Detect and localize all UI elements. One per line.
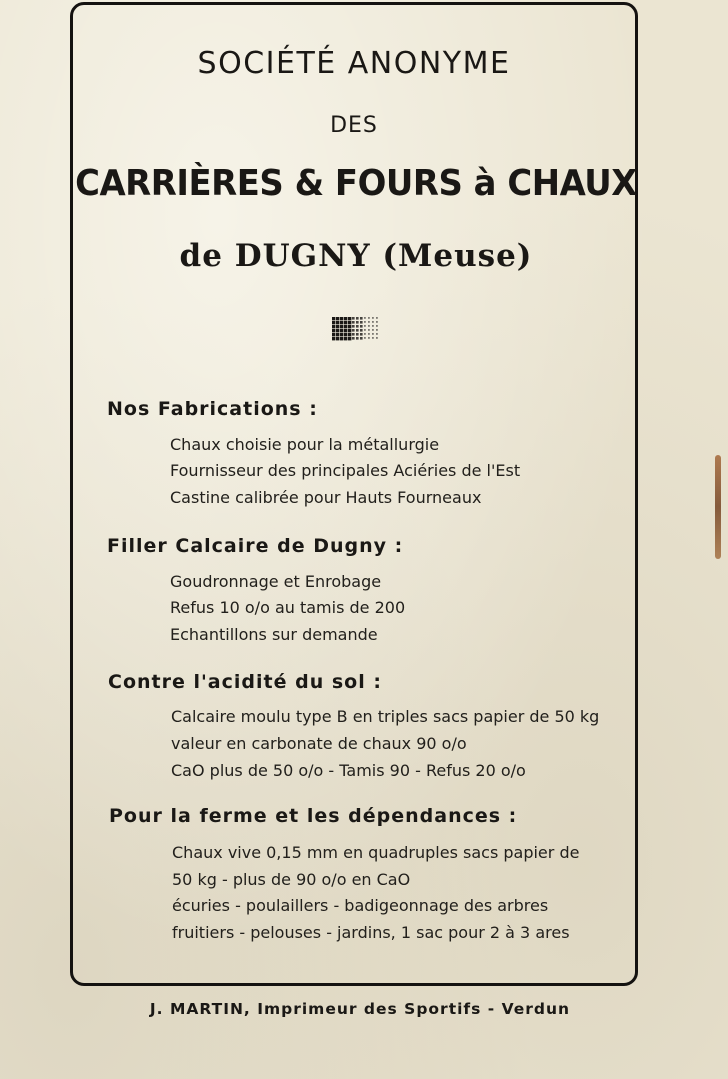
section-heading-fabrications: Nos Fabrications :: [107, 398, 318, 420]
list-item: Echantillons sur demande: [170, 625, 378, 644]
list-item: Chaux vive 0,15 mm en quadruples sacs papier de: [172, 843, 580, 862]
list-item: fruitiers - pelouses - jardins, 1 sac pour 2 à 3 ares: [172, 923, 570, 942]
list-item: Chaux choisie pour la métallurgie: [170, 435, 440, 454]
list-item: CaO plus de 50 o/o - Tamis 90 - Refus 20 o/o: [171, 761, 526, 780]
list-item: Calcaire moulu type B en triples sacs papier de 50 kg: [171, 707, 600, 726]
rust-stain: [715, 455, 721, 559]
list-item: Goudronnage et Enrobage: [170, 572, 382, 591]
list-item: valeur en carbonate de chaux 90 o/o: [171, 734, 467, 753]
list-item: écuries - poulaillers - badigeonnage des arbres: [172, 896, 549, 915]
printer-credit: J. MARTIN, Imprimeur des Sportifs - Verdun: [149, 1000, 571, 1018]
company-location-heading: de DUGNY (Meuse): [179, 238, 533, 274]
section-heading-ferme: Pour la ferme et les dépendances :: [109, 805, 518, 827]
section-heading-acidite: Contre l'acidité du sol :: [108, 671, 382, 693]
company-type-heading: SOCIÉTÉ ANONYME: [197, 46, 511, 81]
list-item: Refus 10 o/o au tamis de 200: [170, 598, 406, 617]
list-item: Fournisseur des principales Aciéries de l'Est: [170, 461, 521, 480]
list-item: 50 kg - plus de 90 o/o en CaO: [172, 870, 411, 889]
section-heading-filler: Filler Calcaire de Dugny :: [107, 535, 404, 557]
company-connector-heading: DES: [330, 113, 378, 138]
company-name-heading: CARRIÈRES & FOURS à CHAUX: [75, 163, 637, 204]
list-item: Castine calibrée pour Hauts Fourneaux: [170, 488, 482, 507]
ornament-icon: [331, 316, 380, 342]
